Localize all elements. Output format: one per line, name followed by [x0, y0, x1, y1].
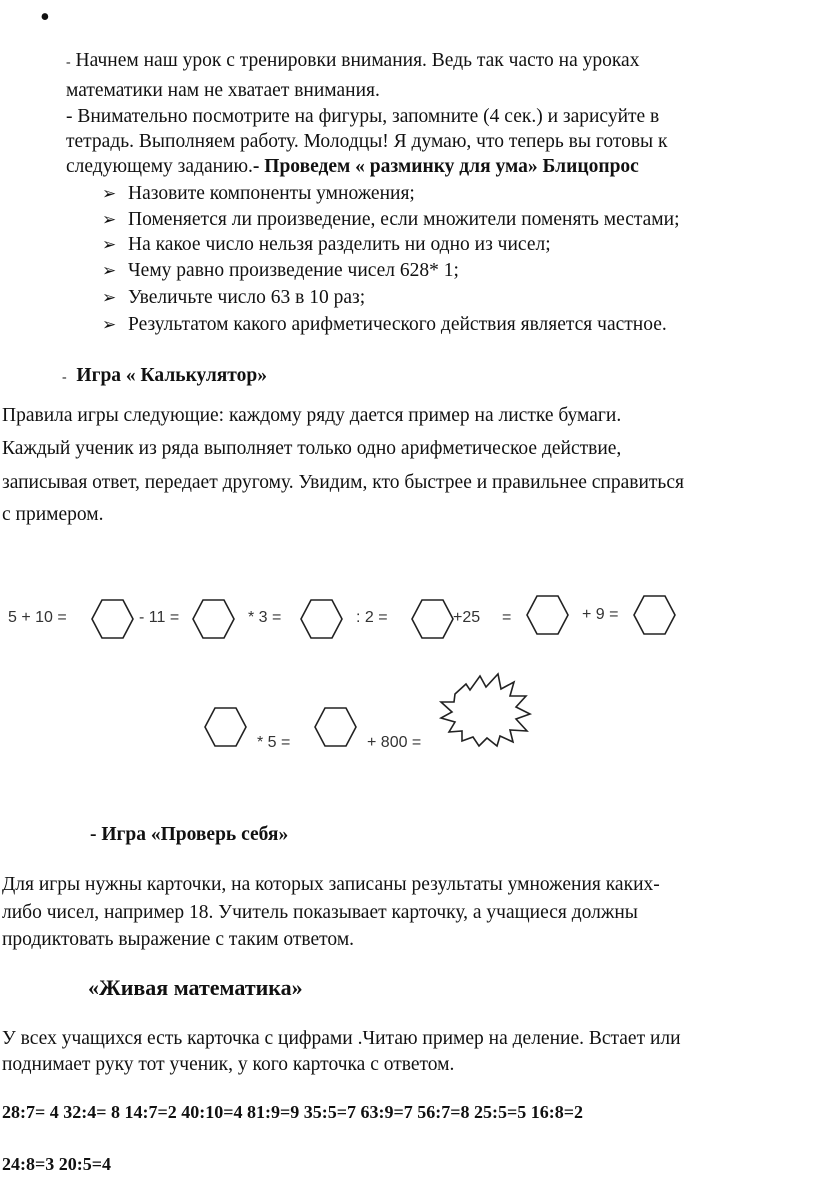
calc-game-heading [62, 365, 267, 387]
intro-line-1 [66, 50, 639, 72]
hexagon-icon [193, 600, 234, 638]
arrow-bullet-icon: ➢ [102, 315, 117, 334]
chain-label: = [502, 609, 512, 626]
arrow-bullet-icon: ➢ [102, 184, 117, 203]
calc-rules-line: Правила игры следующие: каждому ряду дается пример на листке бумаги. [2, 405, 622, 426]
intro-line-1-text: Начнем наш урок с тренировки внимания. Ведь так часто на уроках [70, 50, 640, 71]
intro-line-5-normal: следующему заданию. [66, 156, 253, 177]
blitz-item: ➢ Чему равно произведение чисел 628* 1; [102, 260, 459, 281]
hexagon-icon [205, 708, 246, 746]
calc-game-title: Игра « Калькулятор» [76, 365, 267, 386]
calc-rules-line: записывая ответ, передает другому. Увидим, кто быстрее и правильнее справиться [2, 472, 684, 493]
division-examples-line: 24:8=3 20:5=4 [2, 1154, 112, 1174]
hexagon-icon [92, 600, 133, 638]
hexagon-icon [634, 596, 675, 634]
arrow-bullet-icon: ➢ [102, 210, 117, 229]
arrow-bullet-icon: ➢ [102, 261, 117, 280]
starburst-icon [441, 674, 530, 746]
intro-line-2: математики нам не хватает внимания. [66, 80, 380, 101]
live-math-line: поднимает руку тот ученик, у кого карточка с ответом. [2, 1054, 455, 1075]
arrow-bullet-icon: ➢ [102, 288, 117, 307]
live-math-line: У всех учащихся есть карточка с цифрами .Читаю пример на деление. Встает или [2, 1028, 681, 1049]
intro-line-4: тетрадь. Выполняем работу. Молодцы! Я думаю, что теперь вы готовы к [66, 131, 668, 152]
intro-line-5 [66, 156, 639, 178]
chain-label: + 9 = [582, 606, 619, 623]
hexagon-icon [527, 596, 568, 634]
check-game-line: Для игры нужны карточки, на которых записаны результаты умножения каких- [2, 874, 660, 895]
blitz-item: ➢ Результатом какого арифметического действия является частное. [102, 314, 667, 335]
chain-label: * 3 = [248, 609, 282, 626]
chain-label: 5 + 10 = [8, 609, 67, 626]
chain-label: : 2 = [356, 609, 388, 626]
blitz-item: ➢ Назовите компоненты умножения; [102, 183, 415, 204]
calc-rules-line: Каждый ученик из ряда выполняет только одно арифметическое действие, [2, 438, 622, 459]
intro-dash: - [66, 55, 71, 70]
chain-label: +25 [453, 609, 481, 626]
check-game-title: - Игра «Проверь себя» [90, 824, 289, 845]
calc-dash: - [62, 370, 67, 385]
arrow-bullet-icon: ➢ [102, 235, 117, 254]
hexagon-icon [315, 708, 356, 746]
blitz-item: ➢ Поменяется ли произведение, если множители поменять местами; [102, 209, 680, 230]
live-math-title: «Живая математика» [88, 975, 303, 1000]
bullet-dot: • [40, 2, 50, 33]
blitz-heading: - Проведем « разминку для ума» Блицопрос [252, 156, 639, 177]
check-game-line: продиктовать выражение с таким ответом. [2, 929, 355, 950]
calc-rules-line: с примером. [2, 504, 104, 525]
chain-label: + 800 = [367, 734, 422, 751]
blitz-item: ➢ Увеличьте число 63 в 10 раз; [102, 287, 366, 308]
chain-label: - 11 = [139, 609, 180, 626]
division-examples-line: 28:7= 4 32:4= 8 14:7=2 40:10=4 81:9=9 35:5=7 63:9=7 56:7=8 25:5=5 16:8=2 [2, 1102, 584, 1122]
intro-line-3: - Внимательно посмотрите на фигуры, запомните (4 сек.) и зарисуйте в [66, 106, 660, 127]
hexagon-icon [412, 600, 453, 638]
blitz-item: ➢ На какое число нельзя разделить ни одно из чисел; [102, 234, 551, 255]
chain-label: * 5 = [257, 734, 291, 751]
check-game-line: либо чисел, например 18. Учитель показывает карточку, а учащиеся должны [2, 902, 638, 923]
hexagon-icon [301, 600, 342, 638]
